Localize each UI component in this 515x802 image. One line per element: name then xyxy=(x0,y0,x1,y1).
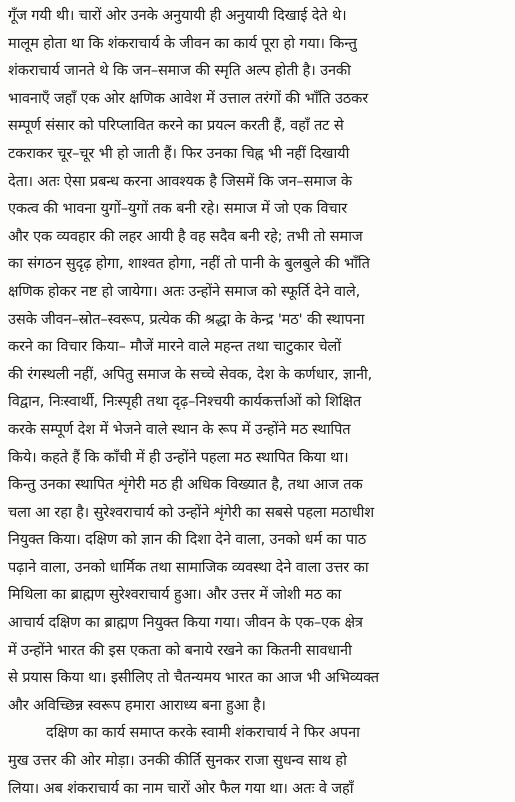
text-line: मुख उत्तर की ओर मोड़ा। उनकी कीर्ति सुनकर राजा सुधन्व साथ हो xyxy=(8,752,347,770)
text-line: किये। कहते हैं कि काँची में ही उन्होंने पहला मठ स्थापित किया था। xyxy=(8,448,349,466)
text-line: क्षणिक होकर नष्ट हो जायेगा। अतः उन्होंने समाज को स्फूर्ति देने वाले, xyxy=(8,282,361,300)
text-line: करके सम्पूर्ण देश में भेजने वाले स्थान के रूप में उन्होंने मठ स्थापित xyxy=(8,420,351,438)
text-line: देता। अतः ऐसा प्रबन्ध करना आवश्यक है जिसमें कि जन–समाज के xyxy=(8,172,352,190)
text-line: नियुक्त किया। दक्षिण को ज्ञान की दिशा देने वाला, उनको धर्म का पाठ xyxy=(8,531,367,549)
text-line: में उन्होंने भारत की इस एकता को बनाये रखने का कितनी सावधानी xyxy=(8,641,352,659)
text-line: शंकराचार्य जानते थे कि जन–समाज की स्मृति अल्प होती है। उनकी xyxy=(8,62,351,80)
text-line: गूँज गयी थी। चारों ओर उनके अनुयायी ही अनुयायी दिखाई देते थे। xyxy=(8,7,347,24)
text-body xyxy=(8,2,509,802)
text-line: आचार्य दक्षिण का ब्राह्मण नियुक्त किया गया। जीवन के एक–एक क्षेत्र xyxy=(8,614,363,632)
text-line: करने का विचार किया– मौजें मारने वाले महन्त तथा चाटुकार चेलों xyxy=(8,338,341,356)
text-line: लिया। अब शंकराचार्य का नाम चारों ओर फैल गया था। अतः वे जहाँ xyxy=(8,779,354,797)
text-line: दक्षिण का कार्य समाप्त करके स्वामी शंकराचार्य ने फिर अपना xyxy=(46,724,360,742)
text-line: टकराकर चूर–चूर भी हो जाती हैं। फिर उनका चिह्न भी नहीं दिखायी xyxy=(8,144,350,162)
text-line: मालूम होता था कि शंकराचार्य के जीवन का कार्य पूरा हो गया। किन्तु xyxy=(8,34,357,52)
text-line: मिथिला का ब्राह्मण सुरेश्वराचार्य हुआ। और उत्तर में जोशी मठ का xyxy=(8,586,342,604)
text-line: चला आ रहा है। सुरेश्वराचार्य को उन्होंने शृंगेरी का सबसे पहला मठाधीश xyxy=(8,503,375,521)
text-line: उसके जीवन–स्रोत–स्वरूप, प्रत्येक की श्रद्धा के केन्द्र 'मठ' की स्थापना xyxy=(8,310,365,328)
text-line: भावनाएँ जहाँ एक ओर क्षणिक आवेश में उत्ताल तरंगों की भाँति उठकर xyxy=(8,89,369,107)
paragraph xyxy=(8,2,509,719)
text-line: पढ़ाने वाला, उनको धार्मिक तथा सामाजिक व्यवस्था देने वाला उत्तर का xyxy=(8,558,369,576)
text-line: एकत्व की भावना युगों–युगों तक बनी रहे। समाज में जो एक विचार xyxy=(8,200,348,218)
text-line: सम्पूर्ण संसार को परिप्लावित करने का प्रयत्न करती हैं, वहाँ तट से xyxy=(8,117,344,135)
text-line: से प्रयास किया था। इसीलिए तो चैतन्यमय भारत का आज भी अभिव्यक्त xyxy=(8,669,379,687)
paragraph xyxy=(8,719,509,802)
text-line: और एक व्यवहार की लहर आयी है वह सदैव बनी रहे; तभी तो समाज xyxy=(8,227,363,245)
text-line: विद्वान, निःस्वार्थी, निःस्पृही तथा दृढ़–निश्चयी कार्यकर्त्ताओं को शिक्षित xyxy=(8,393,362,411)
text-line: और अविच्छिन्न स्वरूप हमारा आराध्य बना हुआ है। xyxy=(8,696,266,714)
text-line: किन्तु उनका स्थापित शृंगेरी मठ ही अधिक विख्यात है, तथा आज तक xyxy=(8,476,363,494)
text-line: का संगठन सुदृढ़ होगा, शाश्वत होगा, नहीं तो पानी के बुलबुले की भाँति xyxy=(8,255,370,273)
text-line: की रंगस्थली नहीं, अपितु समाज के सच्चे सेवक, देश के कर्णधार, ज्ञानी, xyxy=(8,365,373,383)
